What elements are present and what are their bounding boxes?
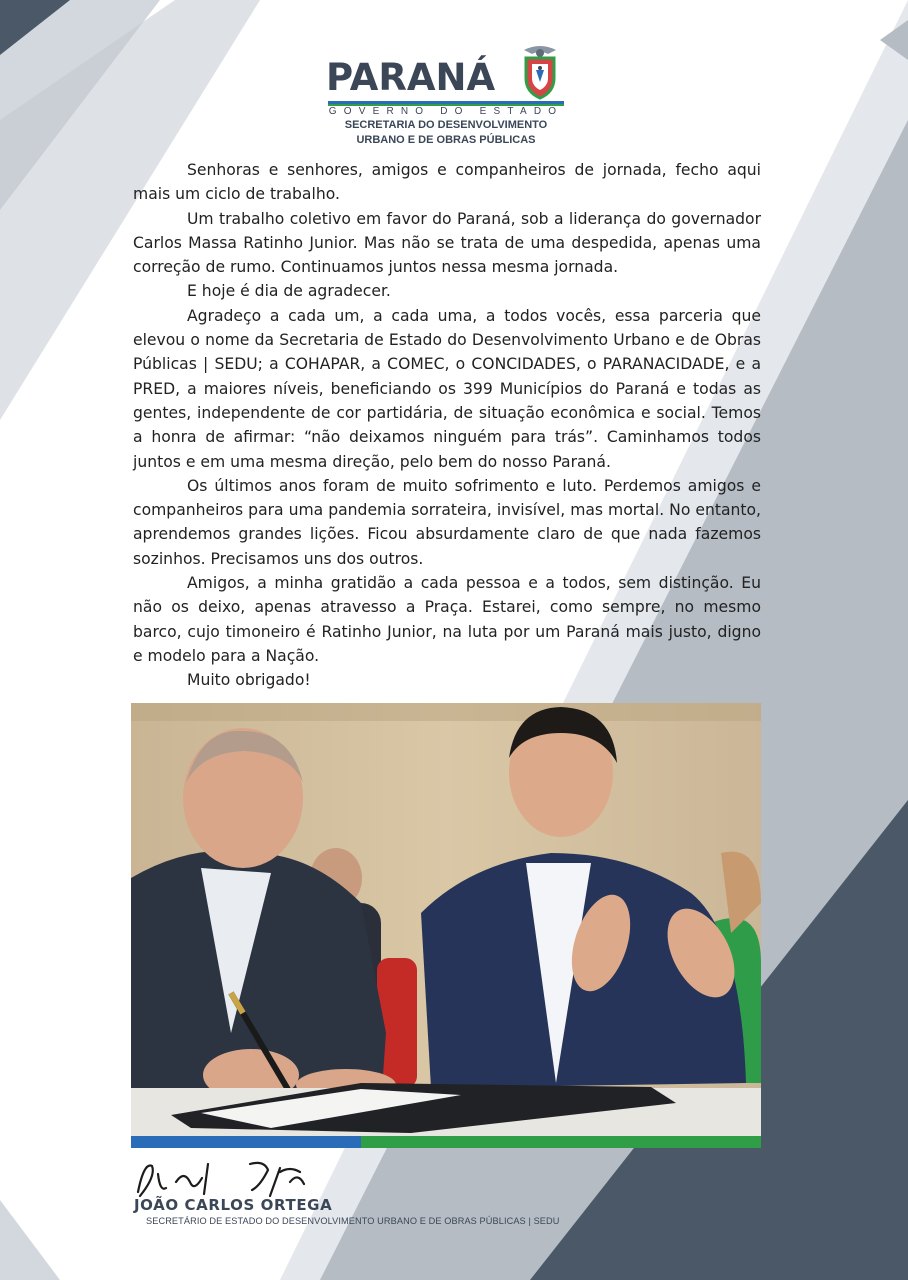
letter-paragraph: Agradeço a cada um, a cada uma, a todos vocês, essa parceria que elevou o nome da Secretaria de Estado do Desenvolvimento Urbano e de Obras Públicas | SEDU; a COHAPAR, a COMEC, o CONCIDADES, o PARANACIDADE, e a PRED, a maiores níveis, beneficiando os 399 Municípios do Paraná e todas as gentes, independente de cor partidária, de situação econômica e social. Temos a honra de afirmar: “não deixamos ninguém para trás”. Caminhamos todos juntos e em uma mesma direção, pelo bem do nosso Paraná. <box>133 306 761 471</box>
letter-paragraph: E hoje é dia de agradecer. <box>187 282 391 301</box>
letter-paragraph: Um trabalho coletivo em favor do Paraná, sob a liderança do governador Carlos Massa Ratinho Junior. Mas não se trata de uma despedida, apenas uma correção de rumo. Continuamos juntos nessa mesma jornada. <box>133 209 761 277</box>
logo-secretariat <box>326 118 566 148</box>
signatory-name: JOÃO CARLOS ORTEGA <box>134 1196 333 1214</box>
coat-of-arms-icon <box>518 44 562 102</box>
letter-paragraph: Amigos, a minha gratidão a cada pessoa e a todos, sem distinção. Eu não os deixo, apenas atravesso a Praça. Estarei, como sempre, no mesmo barco, cujo timoneiro é Ratinho Junior, na luta por um Paraná mais justo, digno e modelo para a Nação. <box>133 574 761 665</box>
letter-paragraph: Os últimos anos foram de muito sofrimento e luto. Perdemos amigos e companheiros para uma pandemia sorrateira, invisível, mas mortal. No entanto, aprendemos grandes lições. Ficou absurdamente claro de que nada fazemos sozinhos. Precisamos uns dos outros. <box>133 476 761 568</box>
signing-ceremony-photo <box>131 703 761 1148</box>
letter-body <box>133 158 761 693</box>
letter-paragraph: Senhoras e senhores, amigos e companheiros de jornada, fecho aqui mais um ciclo de trabalho. <box>133 161 761 204</box>
parana-government-logo <box>326 44 576 154</box>
letter-paragraph: Muito obrigado! <box>187 671 311 690</box>
logo-wordmark: PARANÁ <box>326 56 496 99</box>
signatory-title: SECRETÁRIO DE ESTADO DO DESENVOLVIMENTO URBANO E DE OBRAS PÚBLICAS | SEDU <box>146 1216 560 1226</box>
logo-secretariat-line2: URBANO E DE OBRAS PÚBLICAS <box>356 134 536 146</box>
logo-secretariat-line1: SECRETARIA DO DESENVOLVIMENTO <box>344 119 548 131</box>
logo-government-label: GOVERNO DO ESTADO <box>328 106 564 117</box>
